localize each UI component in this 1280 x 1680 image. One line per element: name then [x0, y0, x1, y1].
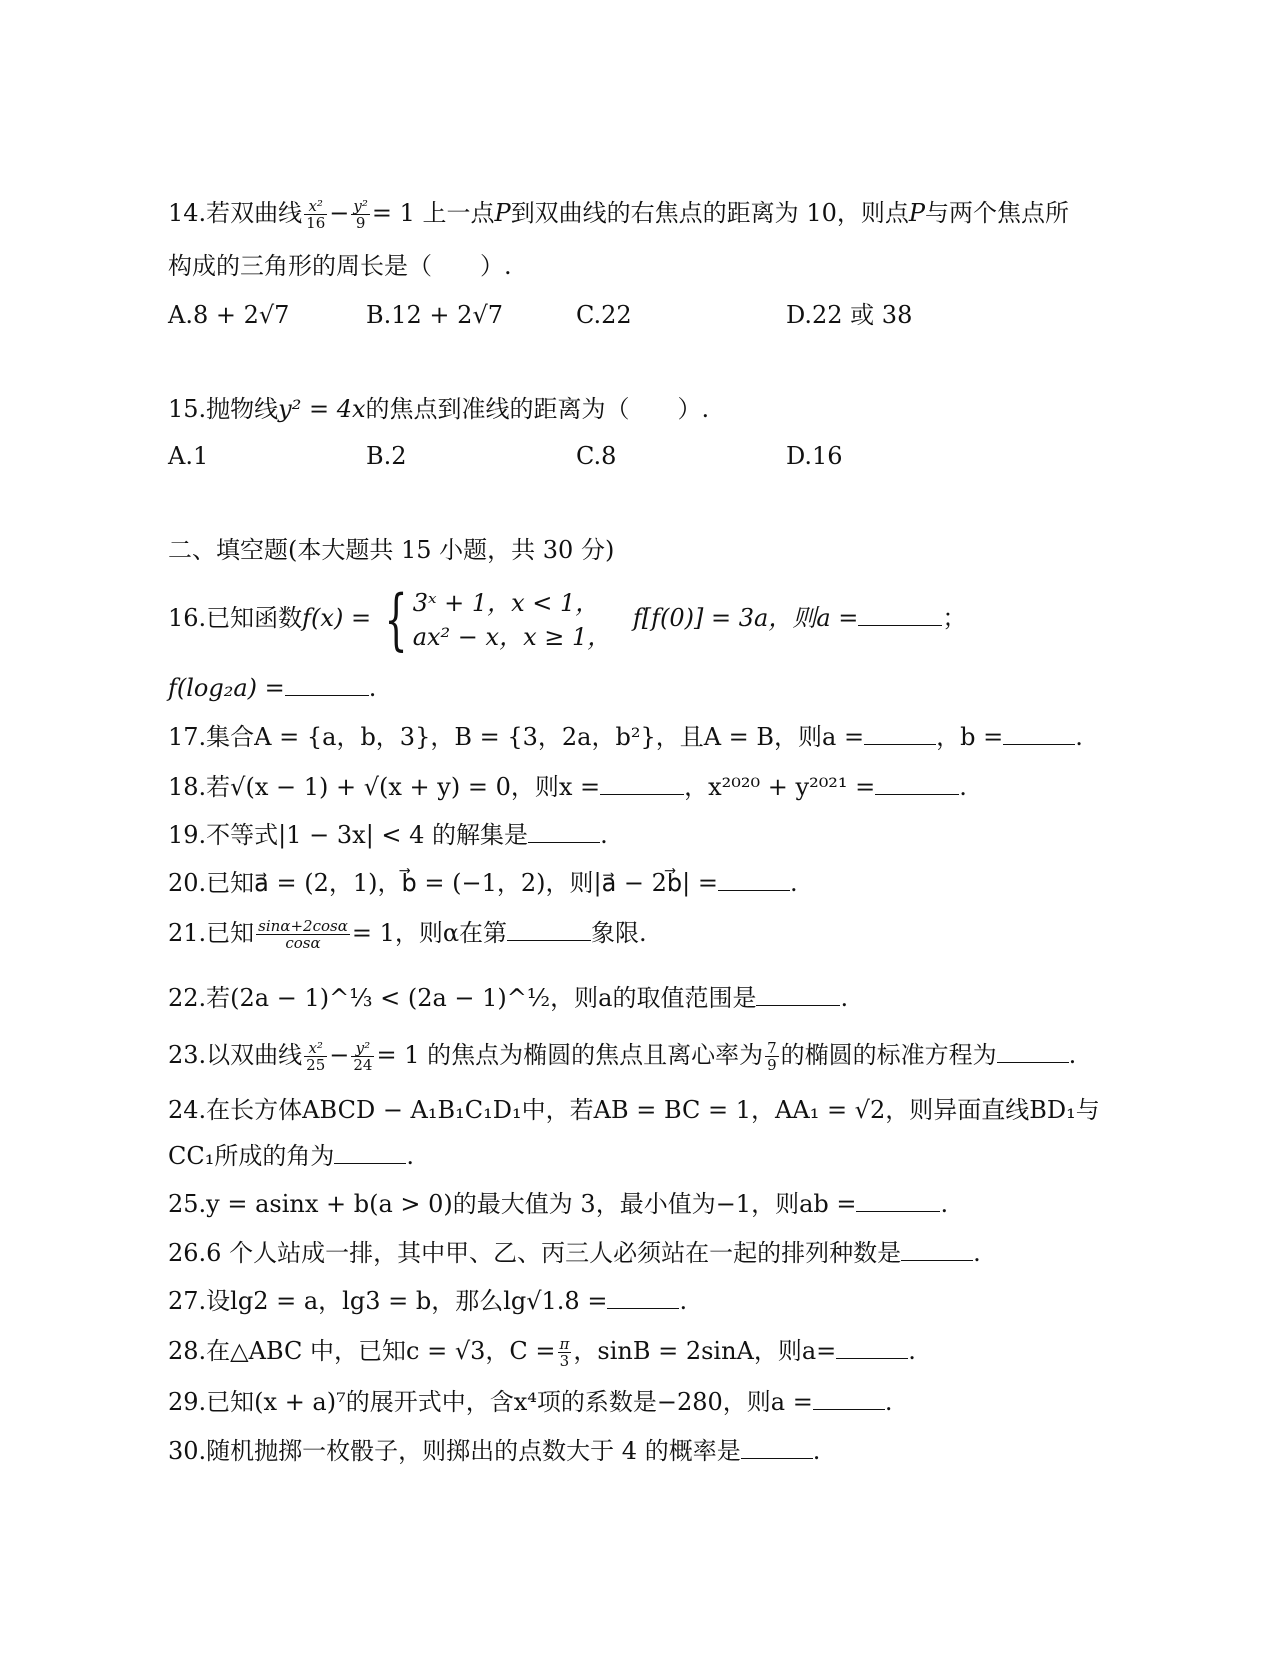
answer-blank[interactable]	[856, 1189, 940, 1212]
option-b: B.12 + 2√7	[366, 301, 504, 329]
question-18: 18.若√(x − 1) + √(x + y) = 0，则x = ，x²⁰²⁰ + y²⁰²¹ = .	[168, 773, 967, 801]
fraction: $\frac{\text{x²}}{25}$	[306, 1039, 326, 1074]
fraction: $\frac{\text{y²}}{9}$	[353, 197, 368, 232]
answer-blank[interactable]	[864, 722, 936, 745]
question-text: 若双曲线	[206, 199, 303, 227]
option-a: A.1	[168, 442, 209, 470]
answer-blank[interactable]	[875, 772, 959, 795]
section-heading: 二、填空题(本大题共 15 小题，共 30 分)	[168, 536, 615, 564]
answer-blank[interactable]	[718, 868, 790, 891]
question-28: 28.在△ABC 中，已知c = √3，C = $\frac{\pi}{3}$ ，sinB = 2sinA，则a= .	[168, 1335, 916, 1370]
question-26: 26.6 个人站成一排，其中甲、乙、丙三人必须站在一起的排列种数是 .	[168, 1239, 981, 1267]
answer-blank[interactable]	[741, 1436, 813, 1459]
answer-blank[interactable]	[836, 1336, 908, 1359]
question-14-line1: 14.若双曲线 $\frac{\text{x²}}{16}$ − $\frac{\text{y²}}{9}$ = 1 上一点P到双曲线的右焦点的距离为 10，则点P与两个焦点所	[168, 197, 1070, 232]
fraction: $\frac{\text{x²}}{16}$	[306, 197, 326, 232]
question-number: 14.	[168, 199, 207, 227]
option-c: C.22	[576, 301, 632, 329]
fraction: $\frac{\pi}{3}$	[559, 1335, 570, 1370]
question-30: 30.随机抛掷一枚骰子，则掷出的点数大于 4 的概率是 .	[168, 1437, 821, 1465]
question-22: 22.若(2a − 1)^⅓ < (2a − 1)^½，则a的取值范围是 .	[168, 984, 849, 1012]
question-16-line1: 16.已知函数f(x) = { 3ˣ + 1，x < 1， ax² − x，x ≥ 1， f[f(0)] = 3a，则a = ；	[168, 580, 967, 658]
question-27: 27.设lg2 = a，lg3 = b，那么lg√1.8 = .	[168, 1287, 688, 1315]
answer-blank[interactable]	[1003, 722, 1075, 745]
answer-blank[interactable]	[528, 820, 600, 843]
brace-icon: {	[384, 580, 408, 658]
question-25: 25.y = asinx + b(a > 0)的最大值为 3，最小值为−1，则ab = .	[168, 1190, 949, 1218]
fraction: $\frac{\text{y²}}{24}$	[353, 1039, 373, 1074]
question-24-line1: 24.在长方体ABCD − A₁B₁C₁D₁中，若AB = BC = 1，AA₁ = √2，则异面直线BD₁与	[168, 1096, 1100, 1124]
answer-blank[interactable]	[285, 673, 369, 696]
answer-blank[interactable]	[334, 1141, 406, 1164]
option-d: D.16	[786, 442, 843, 470]
exam-page	[168, 0, 1128, 1680]
question-29: 29.已知(x + a)⁷的展开式中，含x⁴项的系数是−280，则a = .	[168, 1388, 893, 1416]
question-24-line2: CC₁所成的角为 .	[168, 1142, 414, 1170]
question-19: 19.不等式|1 − 3x| < 4 的解集是 .	[168, 821, 608, 849]
answer-blank[interactable]	[997, 1040, 1069, 1063]
question-17: 17.集合A = {a，b，3}，B = {3，2a，b²}，且A = B，则a = ，b = .	[168, 723, 1083, 751]
question-21: 21.已知 $\frac{\sin\alpha+2\cos\alpha}{\cos\alpha}$ = 1，则α在第 象限.	[168, 917, 647, 952]
option-d: D.22 或 38	[786, 301, 913, 329]
answer-blank[interactable]	[600, 772, 684, 795]
answer-blank[interactable]	[507, 918, 591, 941]
answer-blank[interactable]	[901, 1238, 973, 1261]
option-a: A.8 + 2√7	[168, 301, 290, 329]
answer-blank[interactable]	[813, 1387, 885, 1410]
answer-blank[interactable]	[607, 1286, 679, 1309]
option-b: B.2	[366, 442, 407, 470]
question-20: 20.已知a⃗ = (2，1)，b⃗ = (−1，2)，则|a⃗ − 2b⃗| = .	[168, 869, 798, 897]
piecewise-cases: 3ˣ + 1，x < 1， ax² − x，x ≥ 1，	[412, 588, 612, 651]
question-16-line2: f(log₂a) = .	[168, 674, 377, 702]
question-14-line2: 构成的三角形的周长是（ ）.	[168, 252, 512, 280]
option-c: C.8	[576, 442, 617, 470]
answer-blank[interactable]	[756, 983, 840, 1006]
question-23: 23.以双曲线 $\frac{\text{x²}}{25}$ − $\frac{\text{y²}}{24}$ = 1 的焦点为椭圆的焦点且离心率为 $\frac{7}{9}$ 的椭圆的标准方程为 .	[168, 1039, 1077, 1074]
question-15-line1: 15.抛物线y² = 4x的焦点到准线的距离为（ ）.	[168, 395, 710, 423]
fraction: $\frac{7}{9}$	[767, 1039, 777, 1074]
fraction: $\frac{\sin\alpha+2\cos\alpha}{\cos\alpha}$	[258, 917, 348, 952]
answer-blank[interactable]	[858, 603, 942, 626]
